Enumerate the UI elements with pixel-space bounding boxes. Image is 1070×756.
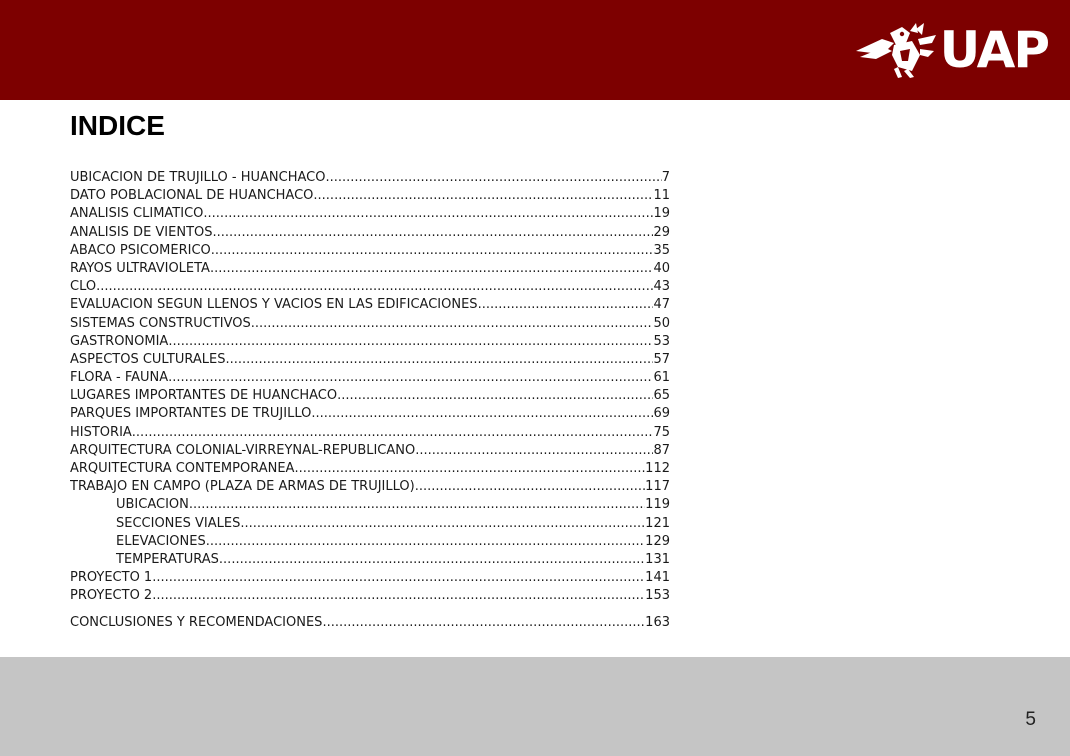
toc-entry-label: RAYOS ULTRAVIOLETA	[70, 260, 210, 276]
bird-emblem-icon	[854, 21, 938, 79]
toc-entry-page: 121	[645, 515, 670, 531]
toc-leader-dots	[210, 261, 654, 276]
toc-leader-dots	[213, 225, 654, 240]
toc-entry	[70, 279, 670, 297]
toc-entry	[70, 479, 670, 497]
toc-entry	[70, 261, 670, 279]
toc-entry-page: 117	[645, 479, 670, 495]
toc-entry-label: LUGARES IMPORTANTES DE HUANCHACO	[70, 388, 338, 404]
toc-leader-dots	[132, 425, 654, 440]
toc-entry-label: SECCIONES VIALES	[116, 515, 241, 531]
toc-entry	[70, 516, 670, 534]
toc-entry	[70, 552, 670, 570]
toc-entry	[70, 615, 670, 633]
toc-entry-page: 47	[653, 297, 670, 313]
toc-leader-dots	[152, 570, 645, 585]
toc-entry-page: 35	[653, 242, 670, 258]
toc-entry-label: HISTORIA	[70, 424, 132, 440]
table-of-contents	[70, 170, 670, 633]
toc-entry-label: TRABAJO EN CAMPO (PLAZA DE ARMAS DE TRUJILLO)	[70, 479, 415, 495]
toc-entry-label: FLORA - FAUNA	[70, 370, 169, 386]
toc-leader-dots	[206, 534, 645, 549]
toc-entry-label: CONCLUSIONES Y RECOMENDACIONES	[70, 614, 323, 630]
toc-leader-dots	[322, 615, 645, 630]
toc-entry-label: ELEVACIONES	[116, 533, 206, 549]
toc-entry-page: 7	[661, 170, 670, 185]
toc-entry-label: EVALUACIÓN SEGÚN LLENOS Y VACIOS EN LAS EDIFICACIONES	[70, 297, 478, 313]
toc-entry	[70, 534, 670, 552]
toc-entry	[70, 425, 670, 443]
toc-entry-page: 75	[653, 424, 670, 440]
toc-entry-page: 50	[653, 315, 670, 331]
page-number: 5	[1025, 709, 1036, 730]
toc-entry-page: 87	[653, 442, 670, 458]
toc-leader-dots	[211, 243, 654, 258]
toc-leader-dots	[240, 516, 645, 531]
toc-leader-dots	[337, 388, 653, 403]
toc-entry-page: 69	[653, 406, 670, 422]
toc-leader-dots	[415, 443, 653, 458]
toc-entry-label: ANÁLISIS CLIMÁTICO	[70, 206, 204, 222]
toc-entry	[70, 206, 670, 224]
toc-entry-page: 163	[645, 614, 670, 630]
toc-leader-dots	[168, 370, 653, 385]
toc-entry	[70, 352, 670, 370]
toc-entry-page: 141	[645, 570, 670, 586]
toc-entry-label: ANALISIS DE VIENTOS	[70, 224, 213, 240]
toc-entry-label: CLO	[70, 279, 97, 295]
toc-entry-label: ARQUITECTURA COLONIAL-VIRREYNAL-REPUBLICANO	[70, 442, 416, 458]
toc-entry-label: DATO POBLACIONAL DE HUANCHACO	[70, 188, 314, 204]
toc-entry	[70, 316, 670, 334]
toc-leader-dots	[478, 297, 654, 312]
toc-entry-page: 29	[653, 224, 670, 240]
toc-leader-dots	[152, 588, 645, 603]
toc-entry	[70, 406, 670, 424]
toc-entry-label: ÁBACO PSICOMÉRICO	[70, 242, 211, 258]
toc-leader-dots	[96, 279, 653, 294]
toc-entry-page: 40	[653, 260, 670, 276]
header-bar	[0, 0, 1070, 100]
toc-entry	[70, 388, 670, 406]
logo-text: UAP	[939, 21, 1048, 79]
toc-entry	[70, 188, 670, 206]
toc-entry-label: TEMPERATURAS	[116, 551, 219, 567]
toc-entry-page: 65	[653, 388, 670, 404]
toc-entry-page: 131	[645, 551, 670, 567]
toc-leader-dots	[311, 406, 653, 421]
toc-leader-dots	[325, 170, 661, 185]
toc-entry-page: 19	[653, 206, 670, 222]
toc-entry-label: GASTRONOMÍA	[70, 333, 169, 349]
toc-entry-label: ARQUITECTURA CONTEMPORÁNEA	[70, 461, 295, 476]
toc-entry-label: UBICACIÓN DE TRUJILLO - HUANCHACO	[70, 170, 326, 185]
toc-entry-page: 129	[645, 533, 670, 549]
toc-entry-page: 57	[653, 351, 670, 367]
toc-leader-dots	[168, 334, 653, 349]
toc-entry	[70, 170, 670, 188]
toc-entry	[70, 461, 670, 479]
toc-entry-label: UBICACIÓN	[116, 497, 189, 513]
toc-leader-dots	[203, 206, 653, 221]
page-title: INDICE	[70, 110, 165, 141]
toc-leader-dots	[219, 552, 645, 567]
footer-bar	[0, 657, 1070, 756]
uap-logo	[854, 20, 1048, 80]
toc-entry-page: 11	[653, 188, 670, 204]
toc-entry-page: 43	[653, 279, 670, 295]
toc-entry-page: 119	[645, 497, 670, 513]
toc-entry	[70, 588, 670, 606]
toc-leader-dots	[189, 497, 645, 512]
toc-entry-label: PARQUES IMPORTANTES DE TRUJILLO	[70, 406, 312, 422]
toc-entry-label: PROYECTO 1	[70, 570, 153, 586]
toc-entry-page: 61	[653, 370, 670, 386]
toc-entry-page: 53	[653, 333, 670, 349]
toc-entry-page: 153	[645, 588, 670, 604]
toc-entry-label: PROYECTO 2	[70, 588, 153, 604]
toc-leader-dots	[313, 188, 653, 203]
toc-leader-dots	[225, 352, 653, 367]
toc-entry	[70, 334, 670, 352]
toc-entry	[70, 443, 670, 461]
toc-entry-page: 112	[645, 461, 670, 476]
toc-entry-label: ASPECTOS CULTURALES	[70, 351, 226, 367]
toc-entry	[70, 570, 670, 588]
toc-leader-dots	[251, 316, 654, 331]
toc-entry	[70, 297, 670, 315]
toc-entry	[70, 497, 670, 515]
toc-entry-label: SISTEMAS CONSTRUCTIVOS	[70, 315, 251, 331]
toc-entry	[70, 225, 670, 243]
toc-leader-dots	[415, 479, 645, 494]
toc-leader-dots	[294, 461, 645, 476]
toc-entry	[70, 370, 670, 388]
toc-entry	[70, 243, 670, 261]
